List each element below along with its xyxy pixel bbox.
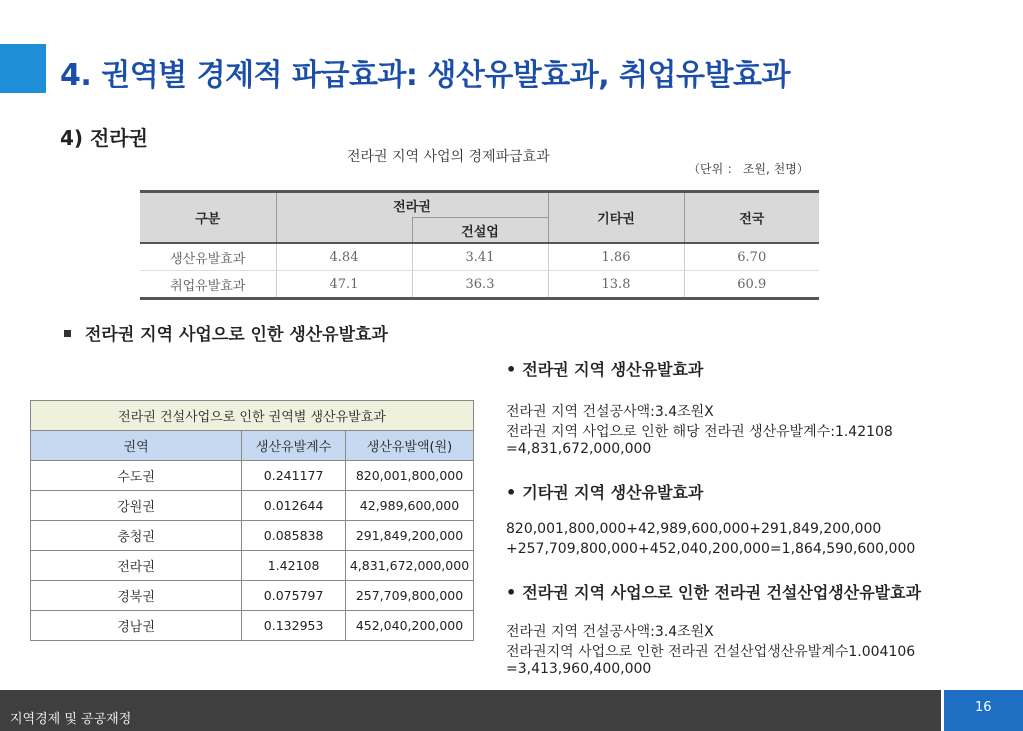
bullet-section-heading (64, 320, 388, 345)
cell-construction: 3.41 (412, 243, 548, 271)
region-cell: 전라권 (31, 551, 242, 581)
regional-production-table (30, 400, 474, 641)
block1-line2: 전라권 지역 사업으로 인한 해당 전라권 생산유발계수:1.42108 (506, 424, 893, 440)
header-construction: 건설업 (412, 218, 548, 244)
header-amount: 생산유발액(원) (346, 431, 474, 461)
coefficient-cell: 0.012644 (242, 491, 346, 521)
block3-heading-text: 전라권 지역 사업으로 인한 전라권 건설산업생산유발효과 (522, 583, 922, 602)
row-label: 생산유발효과 (140, 243, 276, 271)
cell-jeolla: 47.1 (276, 271, 412, 299)
table2-caption: 전라권 건설사업으로 인한 권역별 생산유발효과 (31, 401, 474, 431)
page-number: 16 (975, 700, 992, 715)
table1-unit: （단위 ： 조원, 천명） (688, 162, 809, 176)
cell-other: 13.8 (548, 271, 684, 299)
region-cell: 수도권 (31, 461, 242, 491)
block3-line2: 전라권지역 사업으로 인한 전라권 건설산업생산유발계수1.004106 (506, 644, 916, 660)
block2-heading-text: 기타권 지역 생산유발효과 (522, 483, 704, 502)
region-cell: 강원권 (31, 491, 242, 521)
row-label: 취업유발효과 (140, 271, 276, 299)
amount-cell: 452,040,200,000 (346, 611, 474, 641)
table-row (140, 243, 819, 271)
amount-cell: 42,989,600,000 (346, 491, 474, 521)
coefficient-cell: 0.241177 (242, 461, 346, 491)
slide-title: 4. 권역별 경제적 파급효과: 생산유발효과, 취업유발효과 (60, 58, 790, 93)
cell-construction: 36.3 (412, 271, 548, 299)
table-row (31, 581, 474, 611)
amount-cell: 4,831,672,000,000 (346, 551, 474, 581)
header-national: 전국 (684, 192, 819, 244)
block2-heading (506, 480, 703, 503)
table-row (140, 271, 819, 299)
block1-heading (506, 357, 703, 380)
region-cell: 충청권 (31, 521, 242, 551)
square-bullet-icon (64, 330, 71, 337)
bullet-dot-icon: • (506, 360, 517, 379)
table-row (31, 521, 474, 551)
header-other: 기타권 (548, 192, 684, 244)
amount-cell: 291,849,200,000 (346, 521, 474, 551)
table-row (31, 551, 474, 581)
economic-effect-table (140, 190, 819, 300)
cell-jeolla: 4.84 (276, 243, 412, 271)
footer-text: 지역경제 및 공공재정 (10, 712, 132, 727)
block3-heading (506, 580, 921, 603)
block1-heading-text: 전라권 지역 생산유발효과 (522, 360, 704, 379)
footer-bar (0, 690, 1023, 731)
region-cell: 경남권 (31, 611, 242, 641)
table1-caption: 전라권 지역 사업의 경제파급효과 (347, 149, 550, 165)
table-row (31, 491, 474, 521)
header-region: 권역 (31, 431, 242, 461)
table-row (31, 461, 474, 491)
coefficient-cell: 0.075797 (242, 581, 346, 611)
block1-line3: =4,831,672,000,000 (506, 441, 652, 457)
block1-line1: 전라권 지역 건설공사액:3.4조원X (506, 404, 714, 420)
section-label: 4) 전라권 (60, 126, 148, 150)
header-blank (276, 218, 412, 244)
header-coefficient: 생산유발계수 (242, 431, 346, 461)
amount-cell: 257,709,800,000 (346, 581, 474, 611)
block2-line2: +257,709,800,000+452,040,200,000=1,864,590,600,000 (506, 541, 916, 557)
coefficient-cell: 0.132953 (242, 611, 346, 641)
amount-cell: 820,001,800,000 (346, 461, 474, 491)
table-row (31, 611, 474, 641)
cell-national: 6.70 (684, 243, 819, 271)
block2-line1: 820,001,800,000+42,989,600,000+291,849,200,000 (506, 521, 882, 537)
header-jeolla: 전라권 (276, 192, 548, 218)
bullet-dot-icon: • (506, 483, 517, 502)
accent-bar (0, 44, 46, 93)
cell-national: 60.9 (684, 271, 819, 299)
block3-line3: =3,413,960,400,000 (506, 661, 652, 677)
cell-other: 1.86 (548, 243, 684, 271)
coefficient-cell: 0.085838 (242, 521, 346, 551)
block3-line1: 전라권 지역 건설공사액:3.4조원X (506, 624, 714, 640)
header-gubun: 구분 (140, 192, 276, 244)
region-cell: 경북권 (31, 581, 242, 611)
bullet-dot-icon: • (506, 583, 517, 602)
bullet-section-text: 전라권 지역 사업으로 인한 생산유발효과 (85, 325, 388, 345)
coefficient-cell: 1.42108 (242, 551, 346, 581)
